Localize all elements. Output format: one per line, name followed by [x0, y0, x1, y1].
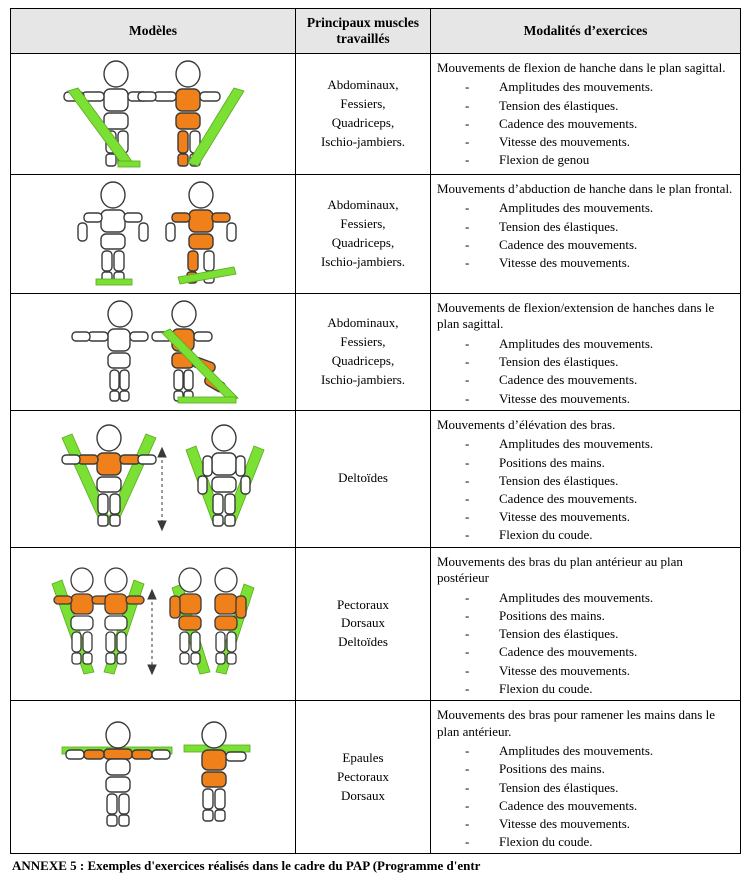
list-item: - Amplitudes des mouvements. [465, 589, 736, 607]
list-item: - Cadence des mouvements. [465, 115, 736, 133]
modalities-intro: Mouvements d’abduction de hanche dans le plan frontal. [437, 180, 733, 196]
list-item: - Positions des mains. [465, 760, 736, 778]
muscles-cell [296, 293, 431, 410]
table-row [11, 174, 741, 293]
list-item: - Cadence des mouvements. [465, 371, 736, 389]
list-item: - Tension des élastiques. [465, 218, 736, 236]
muscles-cell [296, 53, 431, 174]
list-item: - Amplitudes des mouvements. [465, 435, 736, 453]
modalities-cell [431, 700, 741, 853]
modalities-list [437, 589, 736, 698]
list-item: - Vitesse des mouvements. [465, 815, 736, 833]
list-item: - Tension des élastiques. [465, 472, 736, 490]
muscle-line: Dorsaux [340, 615, 386, 631]
list-item: - Cadence des mouvements. [465, 236, 736, 254]
list-item: - Amplitudes des mouvements. [465, 78, 736, 96]
model-illustration-arm-elevation [11, 410, 296, 547]
muscle-line: Abdominaux, [327, 197, 399, 213]
list-item: - Tension des élastiques. [465, 97, 736, 115]
modalities-cell [431, 293, 741, 410]
muscle-line: Fessiers, [340, 334, 386, 349]
list-item: - Amplitudes des mouvements. [465, 742, 736, 760]
muscle-line: Dorsaux [340, 787, 386, 803]
modalities-cell [431, 410, 741, 547]
modalities-intro: Mouvements des bras du plan antérieur au plan postérieur [437, 553, 683, 586]
column-header-modalities: Modalités d’exercices [431, 9, 741, 54]
model-illustration-hip-abduction [11, 174, 296, 293]
list-item: - Flexion du coude. [465, 833, 736, 851]
muscle-line: Ischio-jambiers. [320, 371, 406, 387]
list-item: - Positions des mains. [465, 454, 736, 472]
figure-caption: ANNEXE 5 : Exemples d'exercices réalisés dans le cadre du PAP (Programme d'entr [12, 858, 481, 873]
modalities-list [437, 742, 736, 851]
document-page [0, 8, 750, 876]
table-row [11, 410, 741, 547]
muscles-cell [296, 410, 431, 547]
modalities-cell [431, 53, 741, 174]
list-item: - Tension des élastiques. [465, 353, 736, 371]
muscles-cell [296, 547, 431, 700]
table-row [11, 53, 741, 174]
table-header [11, 9, 741, 54]
model-illustration-hip-flexion [11, 53, 296, 174]
list-item: - Amplitudes des mouvements. [465, 335, 736, 353]
table-row [11, 547, 741, 700]
muscle-line: Quadriceps, [331, 352, 395, 368]
list-item: - Vitesse des mouvements. [465, 390, 736, 408]
exercise-table [10, 8, 741, 854]
muscle-line: Pectoraux [337, 768, 389, 784]
modalities-intro: Mouvements de flexion/extension de hanches dans le plan sagittal. [437, 299, 715, 332]
list-item: - Cadence des mouvements. [465, 643, 736, 661]
list-item: - Vitesse des mouvements. [465, 662, 736, 680]
muscle-line: Fessiers, [340, 216, 386, 231]
table-row [11, 700, 741, 853]
muscle-line: Ischio-jambiers. [320, 133, 406, 149]
muscle-line: Deltoïdes [338, 634, 388, 650]
modalities-list [437, 199, 736, 272]
muscle-line: Abdominaux, [327, 315, 399, 331]
column-header-muscles: Principaux muscles travaillés [296, 9, 431, 54]
list-item: - Flexion du coude. [465, 526, 736, 544]
table-body [11, 53, 741, 854]
list-item: - Vitesse des mouvements. [465, 508, 736, 526]
modalities-cell [431, 174, 741, 293]
list-item: - Flexion du coude. [465, 680, 736, 698]
muscle-line: Abdominaux, [327, 77, 399, 93]
list-item: - Cadence des mouvements. [465, 797, 736, 815]
muscle-line: Quadriceps, [331, 114, 395, 130]
modalities-list [437, 78, 736, 169]
model-illustration-arm-anterior-plane [11, 700, 296, 853]
list-item: - Vitesse des mouvements. [465, 133, 736, 151]
list-item: - Amplitudes des mouvements. [465, 199, 736, 217]
muscles-cell [296, 174, 431, 293]
table-row [11, 293, 741, 410]
modalities-intro: Mouvements de flexion de hanche dans le plan sagittal. [437, 59, 726, 75]
modalities-intro: Mouvements des bras pour ramener les mains dans le plan antérieur. [437, 706, 715, 739]
list-item: - Cadence des mouvements. [465, 490, 736, 508]
list-item: - Flexion de genou [465, 151, 736, 169]
modalities-cell [431, 547, 741, 700]
list-item: - Tension des élastiques. [465, 625, 736, 643]
muscle-line: Fessiers, [340, 96, 386, 111]
muscle-line: Epaules [342, 749, 384, 765]
list-item: - Vitesse des mouvements. [465, 254, 736, 272]
modalities-intro: Mouvements d’élévation des bras. [437, 416, 616, 432]
model-illustration-arm-anterior-posterior [11, 547, 296, 700]
modalities-list [437, 435, 736, 544]
list-item: - Tension des élastiques. [465, 779, 736, 797]
list-item: - Positions des mains. [465, 607, 736, 625]
muscle-line: Deltoïdes [338, 470, 388, 486]
modalities-list [437, 335, 736, 408]
muscle-line: Pectoraux [337, 596, 389, 612]
muscle-line: Quadriceps, [331, 234, 395, 250]
muscles-cell [296, 700, 431, 853]
muscle-line: Ischio-jambiers. [320, 253, 406, 269]
table-header-row [11, 9, 741, 54]
model-illustration-hip-flexion-extension [11, 293, 296, 410]
column-header-models: Modèles [11, 9, 296, 54]
